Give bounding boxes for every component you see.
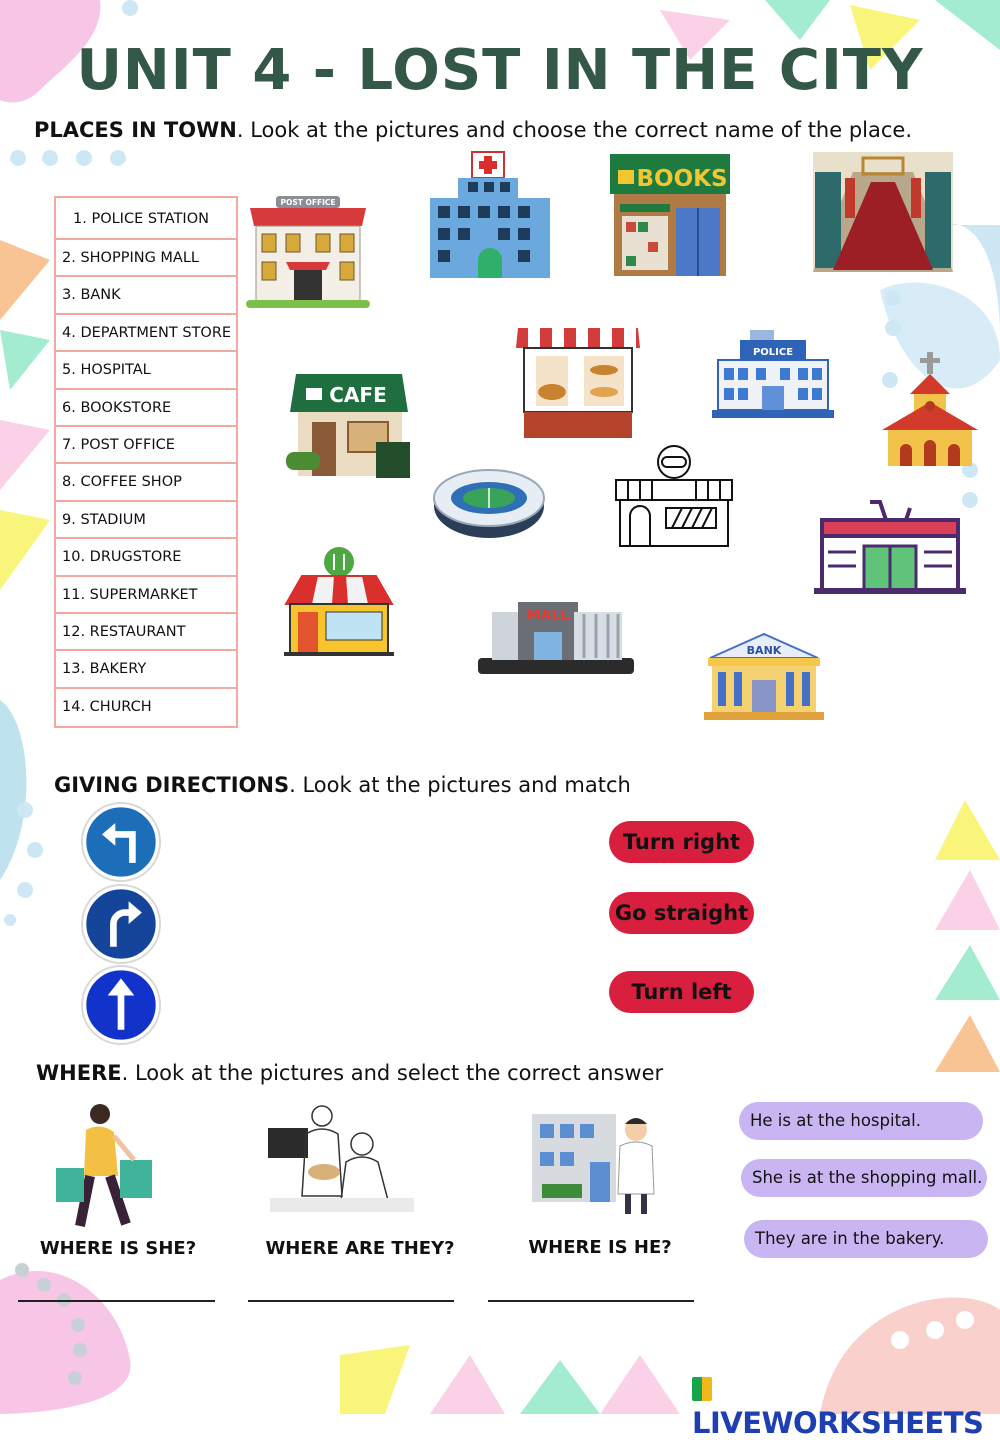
answer-line-he[interactable] (488, 1300, 694, 1302)
answer-option-hospital[interactable]: He is at the hospital. (739, 1102, 983, 1140)
police-station-picture[interactable] (710, 328, 836, 420)
places-heading (34, 118, 912, 142)
drugstore-picture[interactable] (614, 444, 734, 548)
place-item[interactable]: 9. STADIUM (56, 502, 236, 539)
turn-left-sign-icon[interactable] (81, 802, 161, 882)
place-item[interactable]: 6. BOOKSTORE (56, 390, 236, 427)
where-heading-bold: WHERE (36, 1061, 122, 1085)
police-sign: POLICE (752, 347, 794, 358)
place-item[interactable]: 11. SUPERMARKET (56, 577, 236, 614)
place-item[interactable]: 12. RESTAURANT (56, 614, 236, 651)
places-heading-text: . Look at the pictures and choose the correct name of the place. (236, 118, 913, 142)
place-item[interactable]: 8. COFFEE SHOP (56, 464, 236, 501)
bank-picture[interactable] (704, 630, 824, 722)
cafe-sign: CAFE (329, 383, 387, 407)
shopping-mall-picture[interactable] (478, 600, 634, 676)
places-heading-bold: PLACES IN TOWN (34, 118, 237, 142)
bookstore-picture[interactable] (608, 152, 732, 278)
supermarket-picture[interactable] (814, 496, 966, 596)
places-list (54, 196, 238, 728)
question-where-is-she: WHERE IS SHE? (39, 1238, 197, 1259)
go-straight-option[interactable]: Go straight (609, 892, 754, 934)
place-item[interactable]: 2. SHOPPING MALL (56, 240, 236, 277)
turn-right-sign-icon[interactable] (81, 884, 161, 964)
bank-sign: BANK (746, 644, 782, 657)
directions-heading-text: . Look at the pictures and match (289, 773, 631, 797)
post-office-picture[interactable] (246, 196, 370, 310)
bakers-picture (266, 1100, 418, 1218)
turn-right-option[interactable]: Turn right (609, 821, 754, 863)
where-heading (36, 1061, 663, 1085)
place-item[interactable]: 10. DRUGSTORE (56, 539, 236, 576)
department-store-picture[interactable] (813, 152, 953, 272)
place-item[interactable]: 3. BANK (56, 277, 236, 314)
directions-heading (54, 773, 631, 797)
mall-sign: MALL (526, 608, 570, 624)
where-heading-text: . Look at the pictures and select the correct answer (121, 1061, 664, 1085)
brand-text: LIVEWORKSHEETS (692, 1406, 984, 1440)
bakery-picture[interactable] (514, 326, 642, 440)
church-picture[interactable] (880, 350, 980, 468)
liveworksheets-logo (692, 1372, 1000, 1440)
place-item[interactable]: 1. POLICE STATION (56, 198, 236, 240)
hospital-picture[interactable] (428, 150, 552, 280)
question-where-are-they: WHERE ARE THEY? (265, 1238, 455, 1259)
answer-line-she[interactable] (18, 1300, 215, 1302)
place-item[interactable]: 5. HOSPITAL (56, 352, 236, 389)
bookstore-sign: BOOKS (636, 166, 728, 192)
doctor-hospital-picture (528, 1108, 664, 1218)
coffee-shop-picture[interactable] (284, 372, 420, 486)
logo-icon (692, 1377, 712, 1401)
answer-option-shopping-mall[interactable]: She is at the shopping mall. (741, 1159, 987, 1197)
directions-heading-bold: GIVING DIRECTIONS (54, 773, 290, 797)
question-where-is-he: WHERE IS HE? (528, 1237, 672, 1258)
turn-left-option[interactable]: Turn left (609, 971, 754, 1013)
place-item[interactable]: 7. POST OFFICE (56, 427, 236, 464)
restaurant-picture[interactable] (282, 546, 396, 658)
page-title: UNIT 4 - LOST IN THE CITY (76, 38, 924, 103)
place-item[interactable]: 13. BAKERY (56, 651, 236, 688)
place-item[interactable]: 14. CHURCH (62, 698, 152, 715)
stadium-picture[interactable] (432, 462, 546, 542)
answer-option-bakery[interactable]: They are in the bakery. (744, 1220, 988, 1258)
straight-ahead-sign-icon[interactable] (81, 965, 161, 1045)
answer-line-they[interactable] (248, 1300, 454, 1302)
woman-shopping-picture (50, 1100, 160, 1230)
post-office-sign: POST OFFICE (280, 198, 336, 207)
place-item[interactable]: 4. DEPARTMENT STORE (56, 315, 236, 352)
